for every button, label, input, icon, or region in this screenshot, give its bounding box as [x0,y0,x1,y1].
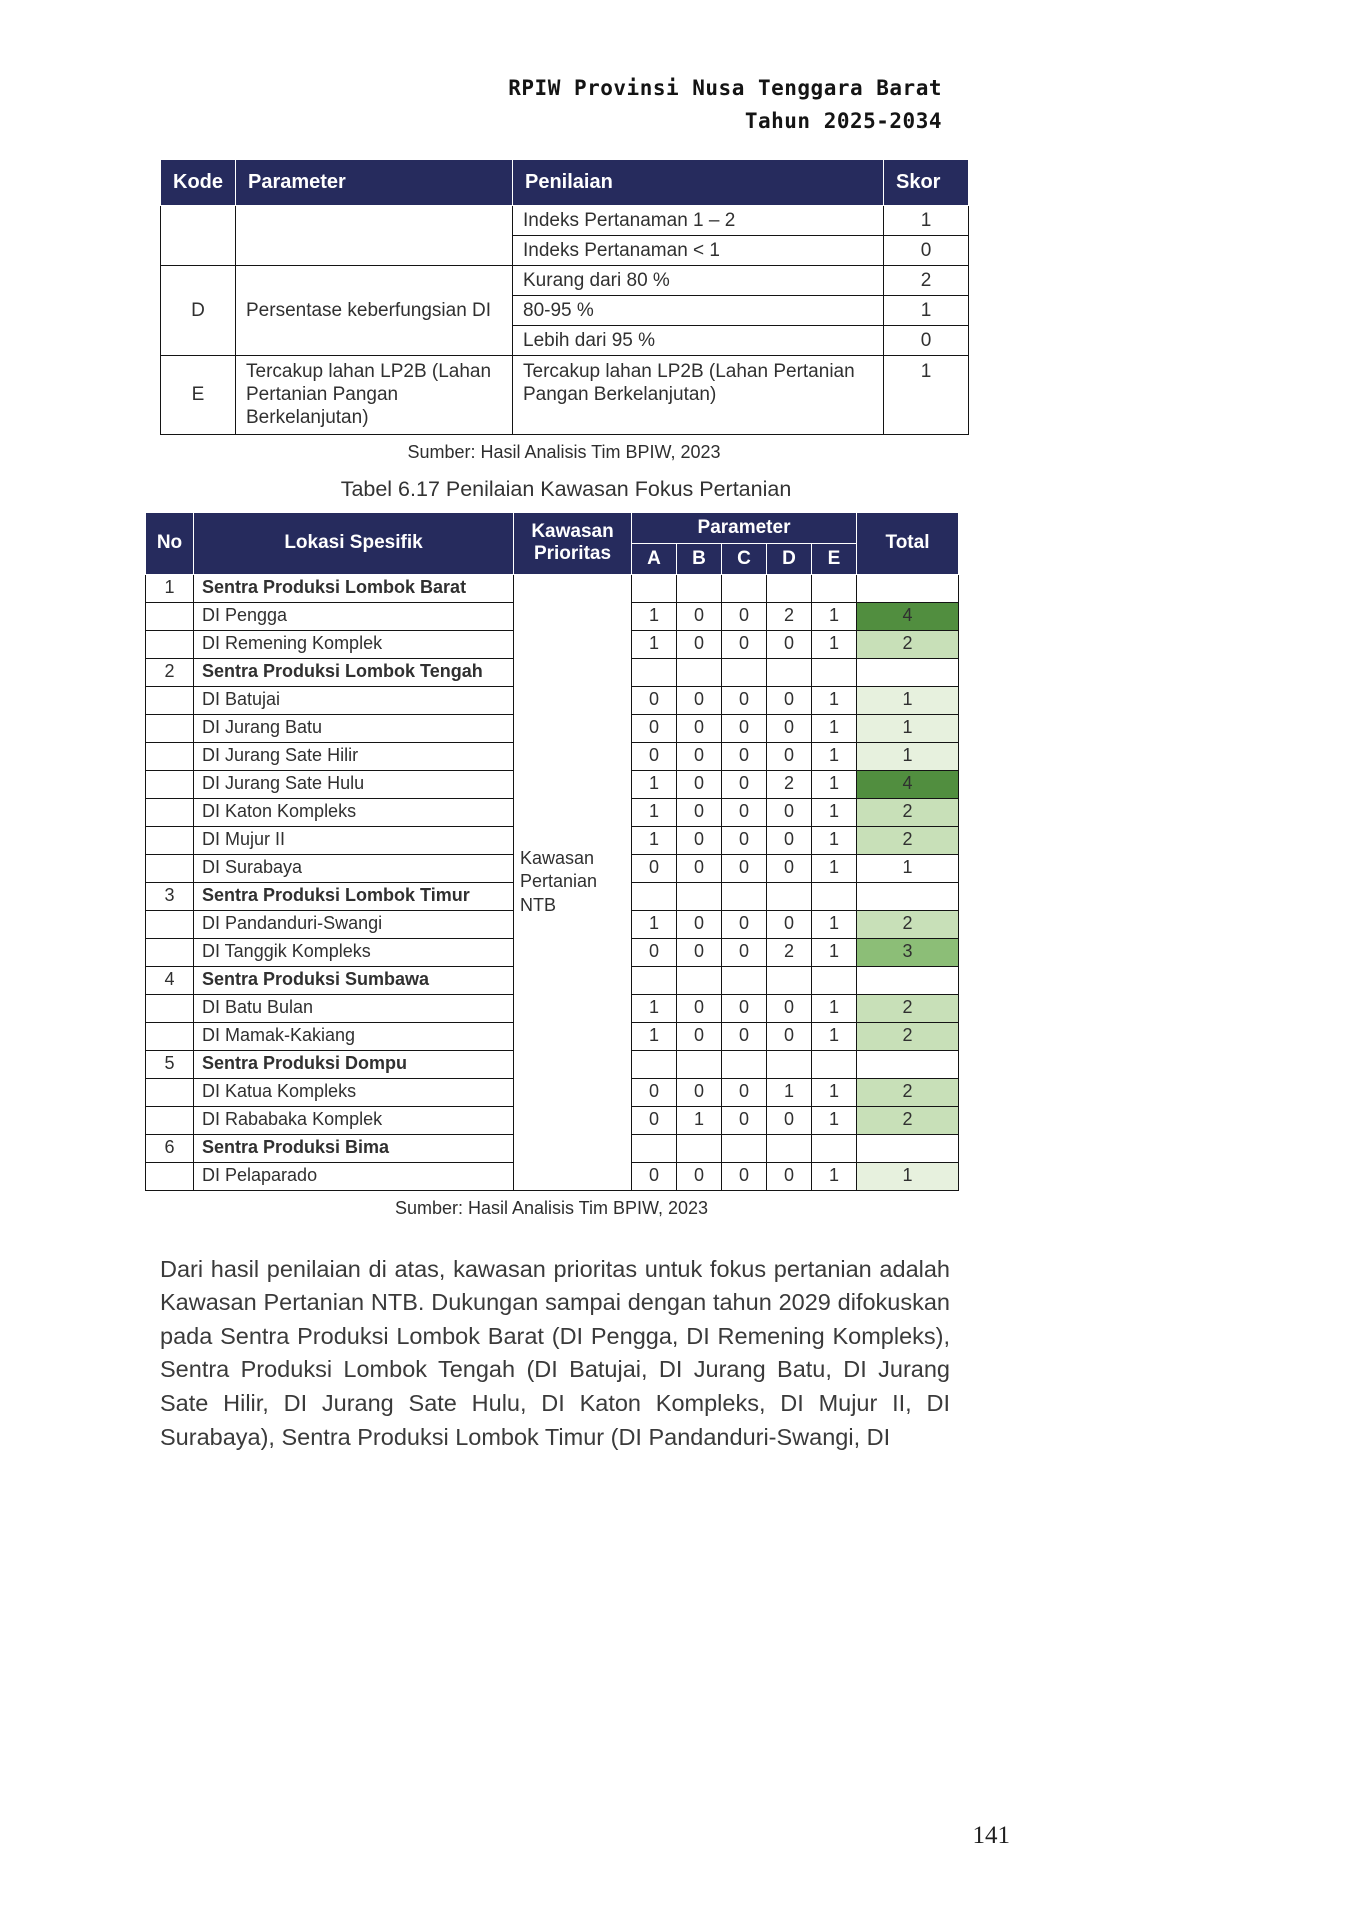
cell-lokasi-spesifik: Sentra Produksi Dompu [194,1050,514,1078]
cell-total: 3 [857,938,959,966]
header-kawasan-prioritas: Kawasan Prioritas [514,512,632,574]
cell-param-c: 0 [722,1106,767,1134]
cell-param-e: 1 [812,1162,857,1190]
cell-param-b [677,882,722,910]
cell-param-b: 0 [677,714,722,742]
cell-total: 2 [857,910,959,938]
header-lokasi-spesifik: Lokasi Spesifik [194,512,514,574]
cell-param-d: 0 [767,714,812,742]
cell-param-c: 0 [722,1022,767,1050]
header-line-2: Tahun 2025-2034 [744,108,942,133]
skor-table [160,159,969,435]
cell-param-d: 0 [767,994,812,1022]
cell-no: 6 [146,1134,194,1162]
cell-lokasi-spesifik: DI Jurang Sate Hulu [194,770,514,798]
cell-no [146,826,194,854]
cell-param-c [722,574,767,602]
cell-total: 2 [857,1106,959,1134]
cell-skor: 1 [884,356,969,435]
cell-param-d: 0 [767,854,812,882]
cell-param-b: 0 [677,1022,722,1050]
cell-param-b: 1 [677,1106,722,1134]
cell-param-b [677,1134,722,1162]
cell-param-c: 0 [722,938,767,966]
cell-param-d [767,1050,812,1078]
cell-param-e: 1 [812,602,857,630]
cell-total [857,574,959,602]
header-skor: Skor [884,160,969,206]
cell-lokasi-spesifik: DI Pelaparado [194,1162,514,1190]
cell-param-c: 0 [722,714,767,742]
kawasan-table [145,512,959,1191]
cell-param-c: 0 [722,770,767,798]
cell-param-e: 1 [812,1022,857,1050]
header-parameter: Parameter [236,160,513,206]
cell-total [857,882,959,910]
cell-param-e: 1 [812,910,857,938]
cell-param-c [722,1050,767,1078]
cell-skor: 1 [884,206,969,236]
cell-total [857,1050,959,1078]
cell-total [857,966,959,994]
cell-param-d: 0 [767,798,812,826]
cell-param-e [812,1134,857,1162]
cell-param-d: 2 [767,602,812,630]
skor-table-row [161,266,969,296]
cell-total: 2 [857,1078,959,1106]
header-param-c: C [722,543,767,574]
cell-total [857,1134,959,1162]
cell-lokasi-spesifik: DI Jurang Batu [194,714,514,742]
cell-param-c: 0 [722,798,767,826]
cell-total [857,658,959,686]
cell-penilaian: 80-95 % [513,296,884,326]
cell-param-b: 0 [677,602,722,630]
cell-no [146,770,194,798]
cell-param-a [632,658,677,686]
cell-lokasi-spesifik: DI Jurang Sate Hilir [194,742,514,770]
cell-lokasi-spesifik: DI Pandanduri-Swangi [194,910,514,938]
cell-no: 1 [146,574,194,602]
cell-param-b [677,966,722,994]
cell-param-e [812,574,857,602]
header-total: Total [857,512,959,574]
cell-param-a: 0 [632,938,677,966]
cell-lokasi-spesifik: DI Mujur II [194,826,514,854]
cell-param-a: 0 [632,742,677,770]
cell-param-a: 1 [632,602,677,630]
cell-param-c: 0 [722,826,767,854]
cell-penilaian: Lebih dari 95 % [513,326,884,356]
cell-param-a: 0 [632,714,677,742]
cell-param-d [767,966,812,994]
cell-no [146,686,194,714]
cell-param-a: 0 [632,854,677,882]
cell-param-d: 0 [767,1106,812,1134]
cell-lokasi-spesifik: Sentra Produksi Sumbawa [194,966,514,994]
cell-kawasan-prioritas: Kawasan Pertanian NTB [514,574,632,1190]
cell-parameter: Persentase keberfungsian DI [236,266,513,356]
cell-no: 2 [146,658,194,686]
cell-skor: 0 [884,326,969,356]
cell-lokasi-spesifik: Sentra Produksi Lombok Timur [194,882,514,910]
cell-lokasi-spesifik: DI Surabaya [194,854,514,882]
header-parameter-group: Parameter [632,512,857,543]
cell-param-c [722,882,767,910]
cell-no [146,630,194,658]
cell-no [146,714,194,742]
cell-lokasi-spesifik: DI Mamak-Kakiang [194,1022,514,1050]
cell-skor: 1 [884,296,969,326]
cell-param-b [677,1050,722,1078]
cell-param-e: 1 [812,770,857,798]
cell-param-b: 0 [677,630,722,658]
cell-penilaian: Tercakup lahan LP2B (Lahan Pertanian Pangan Berkelanjutan) [513,356,884,435]
cell-param-a: 0 [632,686,677,714]
cell-lokasi-spesifik: DI Batujai [194,686,514,714]
cell-param-a [632,1134,677,1162]
cell-param-d: 0 [767,630,812,658]
cell-total: 2 [857,630,959,658]
cell-param-c: 0 [722,742,767,770]
cell-no [146,1022,194,1050]
cell-lokasi-spesifik: DI Remening Komplek [194,630,514,658]
cell-no [146,798,194,826]
cell-param-d: 2 [767,770,812,798]
cell-no [146,854,194,882]
cell-param-e: 1 [812,1106,857,1134]
sentra-group-row [146,574,959,602]
cell-param-a [632,1050,677,1078]
cell-param-d: 0 [767,826,812,854]
cell-param-e: 1 [812,630,857,658]
cell-lokasi-spesifik: DI Batu Bulan [194,994,514,1022]
header-line-1: RPIW Provinsi Nusa Tenggara Barat [508,76,942,100]
cell-no [146,1106,194,1134]
skor-table-row [161,356,969,435]
kawasan-table-source: Sumber: Hasil Analisis Tim BPIW, 2023 [394,1197,709,1218]
cell-param-e: 1 [812,686,857,714]
cell-total: 2 [857,798,959,826]
cell-no [146,602,194,630]
cell-param-a [632,882,677,910]
cell-no [146,1078,194,1106]
cell-param-e: 1 [812,742,857,770]
cell-param-e [812,882,857,910]
cell-param-b: 0 [677,910,722,938]
cell-total: 1 [857,714,959,742]
cell-param-a: 1 [632,826,677,854]
cell-lokasi-spesifik: Sentra Produksi Lombok Tengah [194,658,514,686]
cell-param-c: 0 [722,854,767,882]
cell-param-e: 1 [812,938,857,966]
cell-param-a [632,574,677,602]
cell-param-b: 0 [677,826,722,854]
cell-param-a [632,966,677,994]
cell-param-b: 0 [677,770,722,798]
cell-no: 4 [146,966,194,994]
cell-parameter: Tercakup lahan LP2B (Lahan Pertanian Pangan Berkelanjutan) [236,356,513,435]
cell-param-a: 1 [632,770,677,798]
cell-param-b: 0 [677,938,722,966]
skor-table-source: Sumber: Hasil Analisis Tim BPIW, 2023 [407,441,721,462]
cell-param-d [767,574,812,602]
cell-param-c: 0 [722,686,767,714]
cell-param-b: 0 [677,798,722,826]
cell-no [146,910,194,938]
cell-param-c: 0 [722,994,767,1022]
cell-total: 2 [857,826,959,854]
cell-param-a: 0 [632,1106,677,1134]
cell-param-e: 1 [812,1078,857,1106]
header-param-a: A [632,543,677,574]
cell-param-d [767,882,812,910]
header-no: No [146,512,194,574]
cell-total: 1 [857,742,959,770]
header-penilaian: Penilaian [513,160,884,206]
cell-param-e: 1 [812,798,857,826]
cell-lokasi-spesifik: DI Pengga [194,602,514,630]
cell-param-e [812,966,857,994]
cell-param-b: 0 [677,686,722,714]
cell-lokasi-spesifik: DI Tanggik Kompleks [194,938,514,966]
cell-kode: D [161,266,236,356]
page-content [156,72,972,1478]
page-number: 141 [972,1822,1010,1849]
cell-param-d: 0 [767,1022,812,1050]
cell-param-e: 1 [812,994,857,1022]
cell-kode: E [161,356,236,435]
cell-penilaian: Indeks Pertanaman < 1 [513,236,884,266]
cell-param-c [722,658,767,686]
kawasan-table-body [146,574,959,1190]
cell-param-c [722,966,767,994]
cell-param-b: 0 [677,994,722,1022]
cell-lokasi-spesifik: DI Katua Kompleks [194,1078,514,1106]
cell-no: 3 [146,882,194,910]
cell-param-c: 0 [722,630,767,658]
cell-param-d: 0 [767,742,812,770]
cell-param-c: 0 [722,910,767,938]
cell-param-d: 0 [767,910,812,938]
cell-param-e: 1 [812,714,857,742]
skor-table-header-row [161,160,969,206]
cell-param-b: 0 [677,742,722,770]
cell-param-b [677,658,722,686]
skor-table-body [161,206,969,435]
skor-table-row [161,206,969,236]
cell-kode [161,206,236,266]
cell-lokasi-spesifik: DI Rababaka Komplek [194,1106,514,1134]
cell-skor: 0 [884,236,969,266]
body-paragraph: Dari hasil penilaian di atas, kawasan prioritas untuk fokus pertanian adalah Kawasan Pertanian NTB. Dukungan sampai dengan tahun 2029 difokuskan pada Sentra Produksi Lombok Barat (DI Pengga, DI Remening Kompleks), Sentra Produksi Lombok Tengah (DI Batujai, DI Jurang Batu, DI Jurang Sate Hilir, DI Jurang Sate Hulu, DI Katon Kompleks, DI Mujur II, DI Surabaya), Sentra Produksi Lombok Timur (DI Pandanduri-Swangi, DI [160,1255,950,1450]
header-param-b: B [677,543,722,574]
header-param-e: E [812,543,857,574]
cell-no [146,742,194,770]
cell-param-e: 1 [812,826,857,854]
header-param-d: D [767,543,812,574]
cell-param-d: 2 [767,938,812,966]
cell-no [146,938,194,966]
cell-total: 4 [857,602,959,630]
cell-param-a: 1 [632,630,677,658]
cell-param-c: 0 [722,602,767,630]
kawasan-table-header-row-1 [146,512,959,543]
cell-param-d [767,658,812,686]
cell-param-d [767,1134,812,1162]
cell-param-d: 0 [767,1162,812,1190]
cell-no: 5 [146,1050,194,1078]
cell-total: 4 [857,770,959,798]
cell-total: 1 [857,1162,959,1190]
document-header [160,72,972,137]
cell-param-e [812,1050,857,1078]
cell-total: 1 [857,686,959,714]
cell-penilaian: Kurang dari 80 % [513,266,884,296]
cell-param-a: 1 [632,994,677,1022]
cell-penilaian: Indeks Pertanaman 1 – 2 [513,206,884,236]
header-kode: Kode [161,160,236,206]
cell-param-b: 0 [677,1162,722,1190]
cell-total: 1 [857,854,959,882]
cell-param-c: 0 [722,1162,767,1190]
cell-lokasi-spesifik: Sentra Produksi Bima [194,1134,514,1162]
cell-lokasi-spesifik: DI Katon Kompleks [194,798,514,826]
cell-skor: 2 [884,266,969,296]
cell-param-a: 0 [632,1162,677,1190]
cell-param-a: 1 [632,1022,677,1050]
cell-no [146,1162,194,1190]
cell-param-a: 0 [632,1078,677,1106]
cell-param-b [677,574,722,602]
cell-total: 2 [857,994,959,1022]
cell-param-e [812,658,857,686]
cell-param-b: 0 [677,1078,722,1106]
cell-parameter [236,206,513,266]
cell-param-c: 0 [722,1078,767,1106]
table-caption: Tabel 6.17 Penilaian Kawasan Fokus Pertanian [340,476,792,501]
cell-param-e: 1 [812,854,857,882]
cell-param-a: 1 [632,798,677,826]
cell-total: 2 [857,1022,959,1050]
cell-param-c [722,1134,767,1162]
cell-no [146,994,194,1022]
cell-param-a: 1 [632,910,677,938]
cell-lokasi-spesifik: Sentra Produksi Lombok Barat [194,574,514,602]
cell-param-d: 0 [767,686,812,714]
cell-param-b: 0 [677,854,722,882]
cell-param-d: 1 [767,1078,812,1106]
